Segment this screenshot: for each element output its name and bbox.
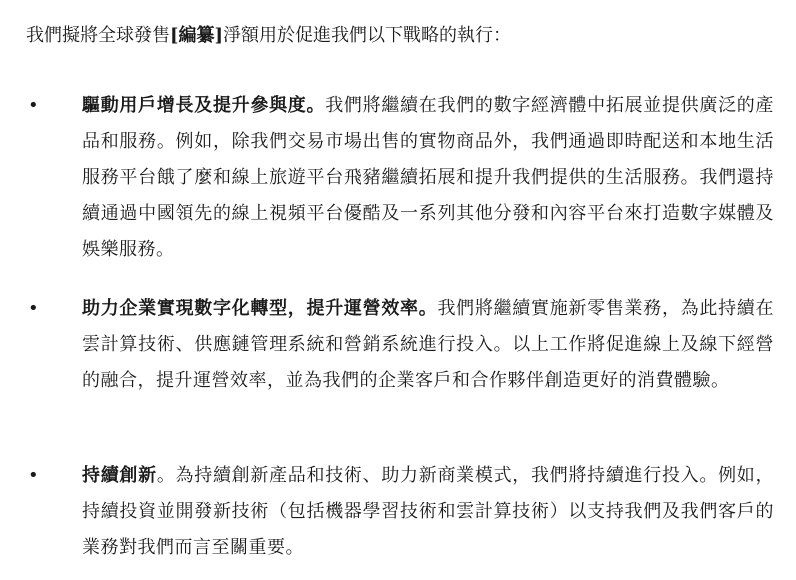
- strategy-item-heading: 助力企業實現數字化轉型，提升運營效率。: [82, 298, 438, 319]
- intro-paragraph: [26, 22, 786, 50]
- strategy-item-text: [82, 458, 774, 566]
- intro-text-after: 淨額用於促進我們以下戰略的執行：: [223, 25, 512, 46]
- strategy-item-body: 我們將繼續實施新零售業務，為此持續在雲計算技術、供應鏈管理系統和營銷系統進行投入。以上工作將促進線上及線下經營的融合，提升運營效率，並為我們的企業客戶和合作夥伴創造更好的消費體驗。: [82, 298, 775, 391]
- redacted-marker: [編纂]: [170, 25, 224, 46]
- strategy-item-body: 我們將繼續在我們的數字經濟體中拓展並提供廣泛的產品和服務。例如，除我們交易市場出售的實物商品外，我們通過即時配送和本地生活服務平台餓了麼和線上旅遊平台飛豬繼續拓展和提升我們提供的生活服務。我們還持續通過中國領先的線上視頻平台優酷及一系列其他分發和內容平台來打造數字媒體及娛樂服務。: [82, 95, 775, 260]
- strategy-item-heading: 持續創新: [82, 465, 157, 486]
- strategy-item-text: [82, 88, 774, 268]
- strategy-item-body: 。為持續創新產品和技術、助力新商業模式，我們將持續進行投入。例如，持續投資並開發新技術（包括機器學習技術和雲計算技術）以支持我們及我們客戶的業務對我們而言至關重要。: [82, 465, 775, 558]
- bullet-icon: •: [28, 95, 39, 116]
- strategy-item-text: [82, 291, 774, 399]
- intro-text-before: 我們擬將全球發售: [26, 25, 170, 46]
- bullet-icon: •: [28, 298, 39, 319]
- strategy-item-heading: 驅動用戶增長及提升參與度。: [82, 95, 326, 116]
- bullet-icon: •: [28, 465, 39, 486]
